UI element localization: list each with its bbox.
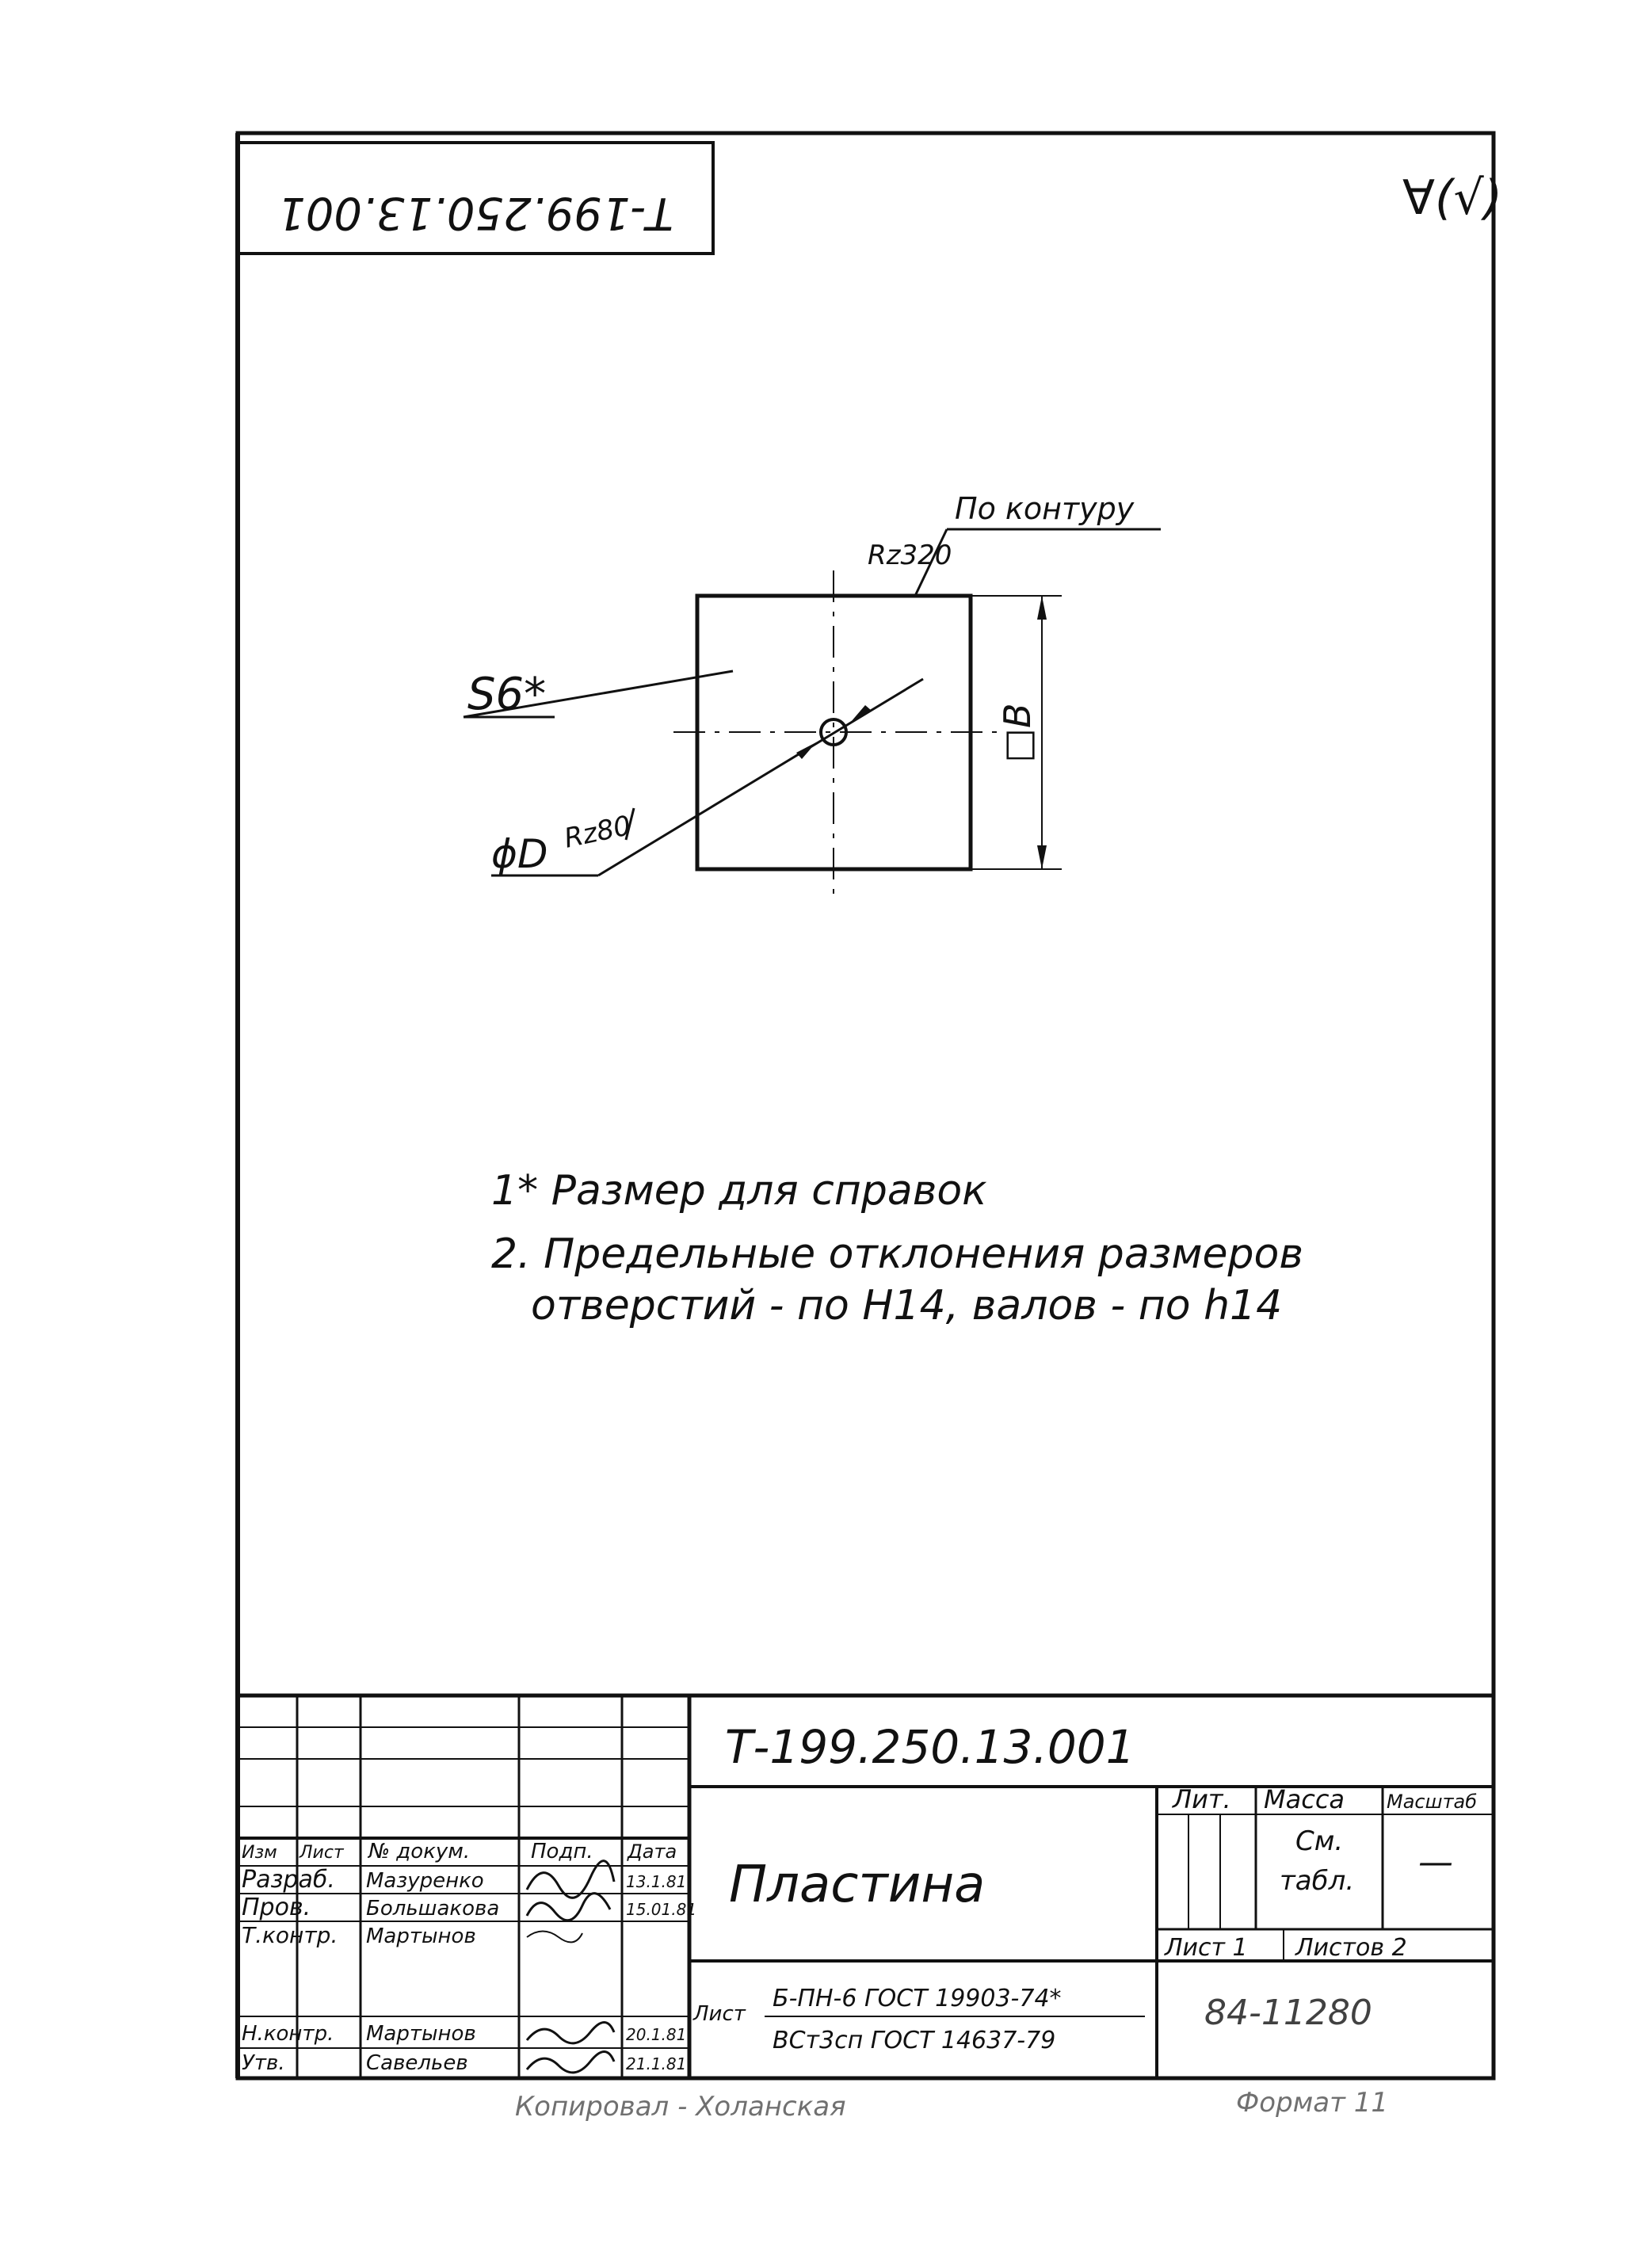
row-name-4: Мартынов (366, 2022, 476, 2046)
row-role-1: Разраб. (242, 1866, 335, 1894)
row-name-1: Мазуренко (366, 1869, 484, 1893)
signature-5 (527, 2052, 614, 2073)
hdr-list: Лист (299, 1843, 344, 1863)
hole-label: ϕD (491, 831, 548, 877)
signature-3 (527, 1932, 582, 1943)
row-date-5: 21.1.81 (626, 2054, 687, 2073)
thickness-label: S6* (467, 669, 547, 720)
hdr-izm: Изм (242, 1843, 277, 1863)
row-date-1: 13.1.81 (626, 1872, 687, 1891)
row-role-4: Н.контр. (242, 2022, 334, 2046)
sheet-label: Лист 1 (1165, 1934, 1248, 1962)
hdr-doc: № докум. (368, 1840, 471, 1863)
mass-value-2: табл. (1280, 1865, 1355, 1897)
signature-4 (527, 2023, 614, 2043)
material-line-2: ВСт3сп ГОСТ 14637-79 (773, 2027, 1056, 2054)
org-code: 84-11280 (1204, 1993, 1372, 2033)
row-name-5: Савельев (366, 2051, 468, 2075)
part-name: Пластина (729, 1856, 986, 1914)
sheets-label: Листов 2 (1295, 1934, 1407, 1962)
scale-label: Масштаб (1387, 1791, 1478, 1813)
hole-arrow-1 (796, 742, 816, 759)
hole-diameter-line (598, 679, 923, 875)
format-label: Формат 11 (1236, 2087, 1389, 2119)
dim-arrow-bottom (1037, 845, 1047, 869)
material-line-1: Б-ПН-6 ГОСТ 19903-74* (773, 1985, 1062, 2012)
row-role-2: Пров. (242, 1894, 311, 1921)
roughness-outer: Rz320 (868, 540, 952, 571)
row-date-2: 15.01.81 (626, 1900, 697, 1919)
dim-arrow-top (1037, 596, 1047, 620)
roughness-symbol: ∀(√) (1402, 170, 1503, 226)
designation: Т-199.250.13.001 (725, 1720, 1135, 1774)
roughness-hole: Rz80 (561, 810, 634, 855)
note-2: 2. Предельные отклонения размеров (491, 1230, 1304, 1278)
hdr-data: Дата (628, 1840, 677, 1863)
row-date-4: 20.1.81 (626, 2025, 687, 2044)
row-name-2: Большакова (366, 1897, 500, 1921)
note-1: 1* Размер для справок (491, 1167, 987, 1215)
mass-label: Масса (1264, 1784, 1345, 1814)
scale-value: — (1418, 1842, 1453, 1882)
side-label: □B (996, 703, 1039, 763)
lit-label: Лит. (1173, 1784, 1231, 1814)
hole-arrow-2 (851, 705, 872, 722)
contour-note: По контуру (955, 491, 1135, 526)
rotated-code-text: Т-199.250.13.001 (277, 187, 673, 238)
row-name-3: Мартынов (366, 1924, 476, 1948)
row-role-3: Т.контр. (242, 1922, 338, 1948)
mass-value-1: См. (1295, 1825, 1344, 1857)
hdr-podp: Подп. (531, 1840, 593, 1863)
copied-by: Копировал - Холанская (515, 2091, 846, 2123)
note-2-cont: отверстий - по H14, валов - по h14 (531, 1282, 1283, 1329)
row-role-5: Утв. (242, 2051, 285, 2075)
material-prefix: Лист (693, 2002, 746, 2026)
